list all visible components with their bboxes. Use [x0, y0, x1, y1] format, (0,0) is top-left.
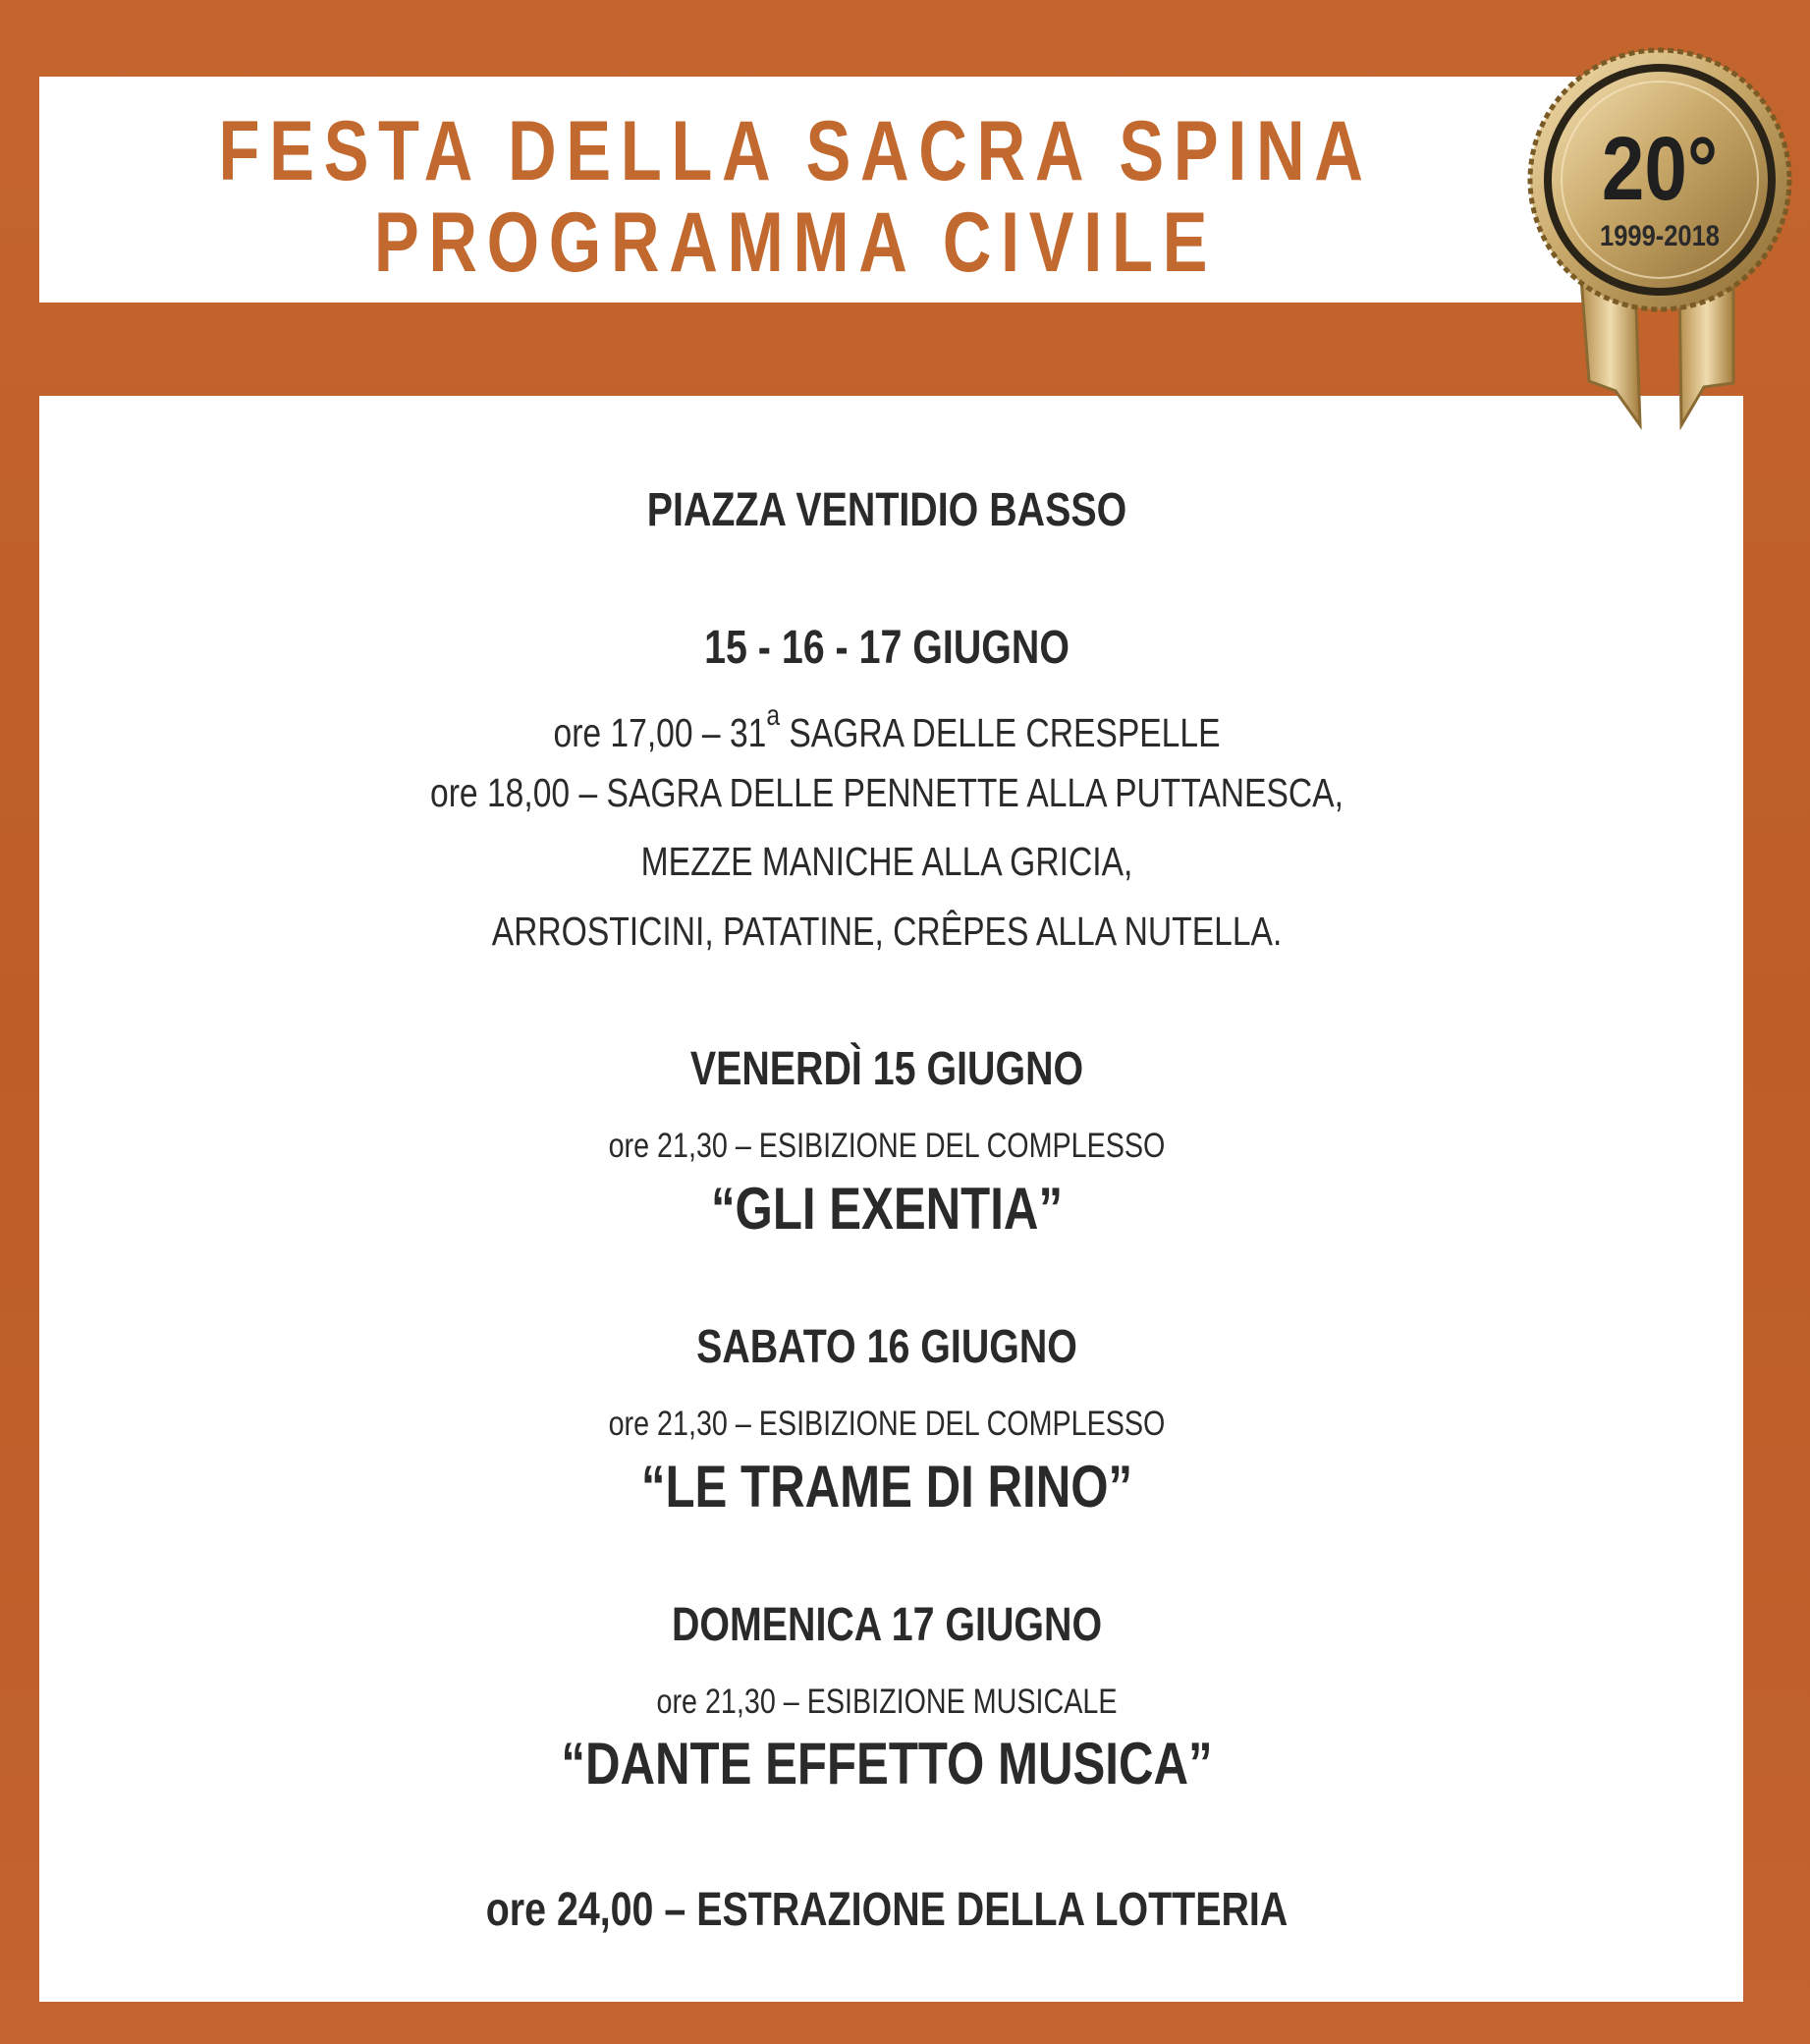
sunday-detail: ore 21,30 – ESIBIZIONE MUSICALE	[656, 1683, 1118, 1721]
dates-heading: 15 - 16 - 17 GIUGNO	[704, 622, 1070, 674]
saturday-act: “LE TRAME DI RINO”	[640, 1454, 1133, 1519]
sunday-heading: DOMENICA 17 GIUGNO	[671, 1599, 1103, 1651]
saturday-heading: SABATO 16 GIUGNO	[696, 1321, 1077, 1373]
location-heading: PIAZZA VENTIDIO BASSO	[646, 484, 1127, 536]
sunday-act: “DANTE EFFETTO MUSICA”	[561, 1731, 1213, 1796]
lottery-line: ore 24,00 – ESTRAZIONE DELLA LOTTERIA	[485, 1884, 1289, 1936]
event-crespelle-time: ore 17,00 – 31	[553, 710, 767, 755]
friday-detail: ore 21,30 – ESIBIZIONE DEL COMPLESSO	[608, 1127, 1166, 1165]
friday-heading: VENERDÌ 15 GIUGNO	[689, 1043, 1084, 1095]
anniversary-seal	[1512, 37, 1807, 430]
event-crespelle	[160, 699, 1615, 756]
seal-anniversary-number: 20°	[1601, 119, 1719, 219]
event-pennette-line-1: ore 18,00 – SAGRA DELLE PENNETTE ALLA PUTTANESCA,	[430, 770, 1344, 815]
saturday-detail: ore 21,30 – ESIBIZIONE DEL COMPLESSO	[608, 1405, 1166, 1443]
event-pennette-line-3: ARROSTICINI, PATATINE, CRÊPES ALLA NUTELLA.	[491, 909, 1283, 954]
ordinal-superscript: a	[766, 699, 781, 732]
friday-act: “GLI EXENTIA”	[710, 1176, 1064, 1242]
event-crespelle-title: SAGRA DELLE CRESPELLE	[780, 710, 1221, 755]
page-title-line-1: FESTA DELLA SACRA SPINA	[218, 104, 1373, 198]
page-title-line-2: PROGRAMMA CIVILE	[373, 195, 1218, 290]
event-pennette-line-2: MEZZE MANICHE ALLA GRICIA,	[640, 839, 1133, 884]
seal-year-range: 1999-2018	[1600, 220, 1720, 252]
